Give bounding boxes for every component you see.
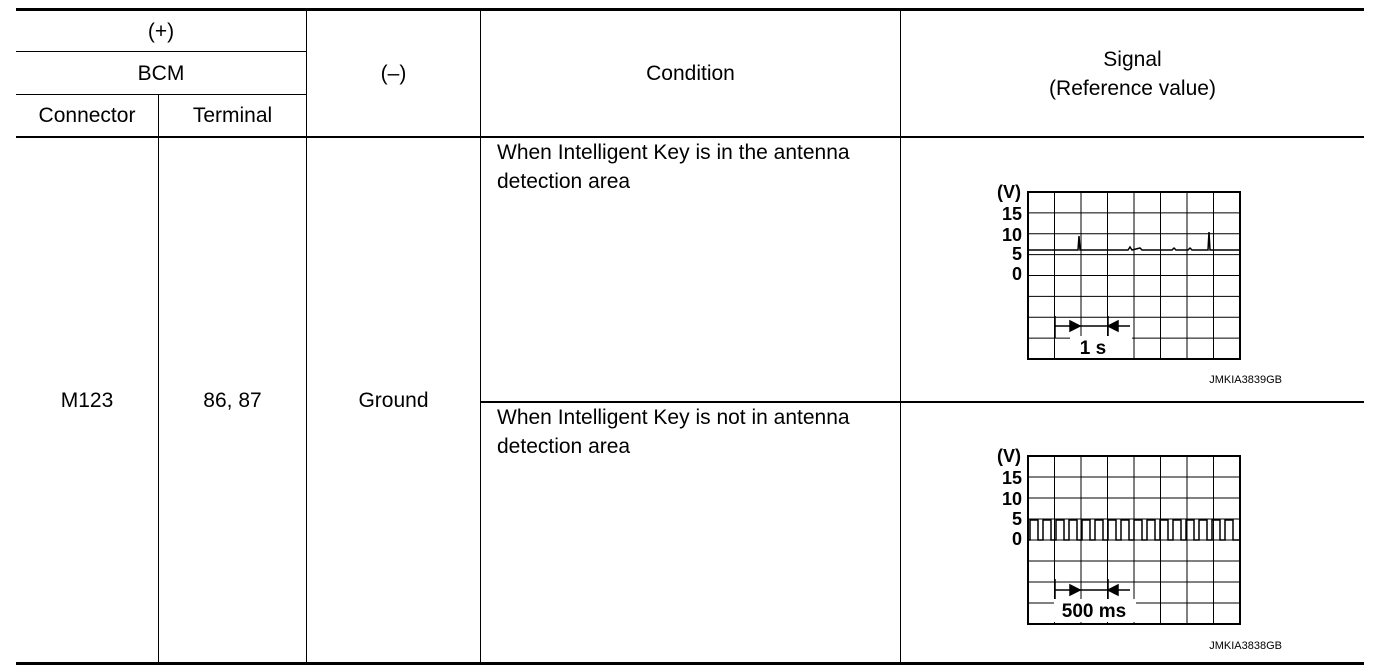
condition-1 <box>497 138 897 401</box>
condition-1-line2: detection area <box>497 170 631 193</box>
cell-terminal-value: 86, 87 <box>203 388 262 412</box>
cell-terminal <box>159 138 306 662</box>
header-bcm-label: BCM <box>137 61 185 85</box>
oscilloscope-2 <box>990 444 1290 654</box>
header-connector-label: Connector <box>38 104 136 127</box>
scope-1-grid <box>1028 192 1240 359</box>
header-minus <box>307 11 480 136</box>
header-minus-label: (–) <box>380 62 407 85</box>
scope-1-time-marker <box>1055 316 1130 338</box>
oscilloscope-1 <box>990 180 1290 390</box>
header-plus-label: (+) <box>147 19 175 43</box>
scope-1-tick-15: 15 <box>1001 204 1022 224</box>
scope-2-figure-id: JMKIA3838GB <box>1209 640 1282 652</box>
header-plus <box>16 11 306 51</box>
condition-2-line2: detection area <box>497 435 631 458</box>
scope-2-time-label: 500 ms <box>1061 601 1127 622</box>
scope-2-waveform <box>1028 520 1240 540</box>
condition-2 <box>497 403 897 662</box>
scope-2-tick-0: 0 <box>1011 529 1022 549</box>
header-terminal-label: Terminal <box>192 104 273 127</box>
scope-1-time-label: 1 s <box>1079 338 1107 359</box>
table-bottom-border <box>16 662 1364 665</box>
cell-connector-value: M123 <box>60 388 114 412</box>
header-signal-line2: (Reference value) <box>1049 76 1216 100</box>
header-signal <box>901 11 1364 136</box>
header-terminal <box>159 95 306 136</box>
scope-1-figure-id: JMKIA3839GB <box>1209 374 1282 386</box>
condition-2-line1: When Intelligent Key is not in antenna <box>497 406 850 429</box>
header-connector <box>16 95 158 136</box>
cell-minus <box>307 138 480 662</box>
scope-2-unit: (V) <box>997 446 1021 466</box>
header-condition-label: Condition <box>646 62 735 85</box>
cell-connector <box>16 138 158 662</box>
scope-2-tick-15: 15 <box>1001 468 1022 488</box>
scope-1-unit: (V) <box>997 182 1021 202</box>
header-bcm <box>16 52 306 94</box>
scope-1-tick-0: 0 <box>1011 264 1022 284</box>
cell-minus-value: Ground <box>358 388 429 412</box>
scope-2-tick-5: 5 <box>1011 509 1022 529</box>
scope-1-tick-10: 10 <box>1001 225 1022 245</box>
scope-1-tick-5: 5 <box>1011 244 1022 264</box>
scope-2-tick-10: 10 <box>1001 489 1022 509</box>
header-condition <box>481 11 900 136</box>
header-signal-line1: Signal <box>1103 47 1162 71</box>
condition-1-line1: When Intelligent Key is in the antenna <box>497 141 850 164</box>
